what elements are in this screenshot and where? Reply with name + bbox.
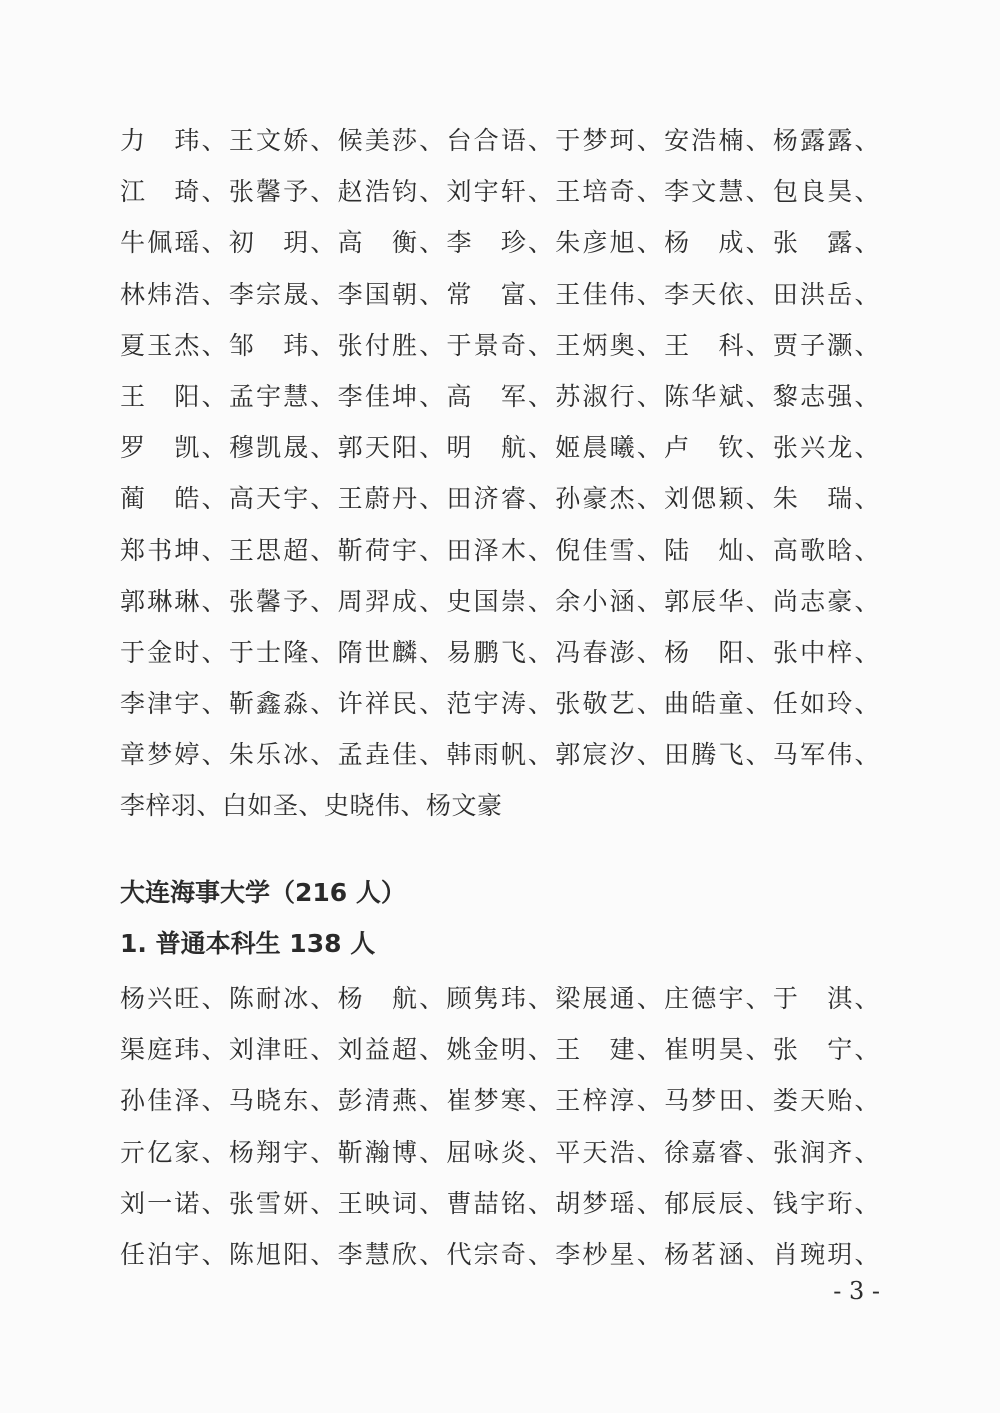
name-list-top <box>120 115 880 832</box>
name-line: 李津宇、靳鑫淼、许祥民、范宇涛、张敬艺、曲皓童、任如玲、 <box>120 689 880 719</box>
name-line: 亓亿家、杨翔宇、靳瀚博、屈咏炎、平天浩、徐嘉睿、张润齐、 <box>120 1137 880 1167</box>
section-title: 大连海事大学（216 人） <box>120 878 406 907</box>
name-line: 杨兴旺、陈耐冰、杨 航、顾隽玮、梁展通、庄德宇、于 淇、 <box>120 984 880 1013</box>
page-number: - 3 - <box>833 1277 880 1305</box>
name-line: 江 琦、张馨予、赵浩钧、刘宇轩、王培奇、李文慧、包良昊、 <box>120 177 880 207</box>
name-line: 夏玉杰、邹 玮、张付胜、于景奇、王炳奥、王 科、贾子灏、 <box>120 330 880 360</box>
name-line: 孙佳泽、马晓东、彭清燕、崔梦寒、王梓淳、马梦田、娄天贻、 <box>120 1086 880 1116</box>
subsection-title: 1. 普通本科生 138 人 <box>120 929 376 958</box>
name-line: 王 阳、孟宇慧、李佳坤、高 军、苏淑行、陈华斌、黎志强、 <box>120 381 880 411</box>
name-line: 罗 凯、穆凯晟、郭天阳、明 航、姬晨曦、卢 钦、张兴龙、 <box>120 433 880 463</box>
name-line: 章梦婷、朱乐冰、孟垚佳、韩雨帆、郭宸汐、田腾飞、马军伟、 <box>120 740 880 770</box>
name-line: 林炜浩、李宗晟、李国朝、常 富、王佳伟、李天依、田洪岳、 <box>120 279 880 309</box>
name-line-last: 李梓羽、白如圣、史晓伟、杨文豪 <box>120 791 503 821</box>
name-line: 蔺 皓、高天宇、王蔚丹、田济睿、孙豪杰、刘偲颖、朱 瑞、 <box>120 484 880 514</box>
name-line: 力 玮、王文娇、候美莎、台合语、于梦珂、安浩楠、杨露露、 <box>120 126 880 155</box>
name-line: 郭琳琳、张馨予、周羿成、史国崇、余小涵、郭辰华、尚志豪、 <box>120 586 880 616</box>
name-line: 刘一诺、张雪妍、王映词、曹喆铭、胡梦瑶、郁辰辰、钱宇珩、 <box>120 1188 880 1218</box>
name-list-bottom <box>120 973 880 1280</box>
name-line: 郑书坤、王思超、靳荷宇、田泽木、倪佳雪、陆 灿、高歌晗、 <box>120 535 880 565</box>
name-line: 任泊宇、陈旭阳、李慧欣、代宗奇、李杪星、杨茗涵、肖琬玥、 <box>120 1239 880 1269</box>
name-line: 牛佩瑶、初 玥、高 衡、李 珍、朱彦旭、杨 成、张 露、 <box>120 228 880 258</box>
name-line: 渠庭玮、刘津旺、刘益超、姚金明、王 建、崔明昊、张 宁、 <box>120 1035 880 1065</box>
name-line: 于金时、于士隆、隋世麟、易鹏飞、冯春澎、杨 阳、张中梓、 <box>120 637 880 667</box>
